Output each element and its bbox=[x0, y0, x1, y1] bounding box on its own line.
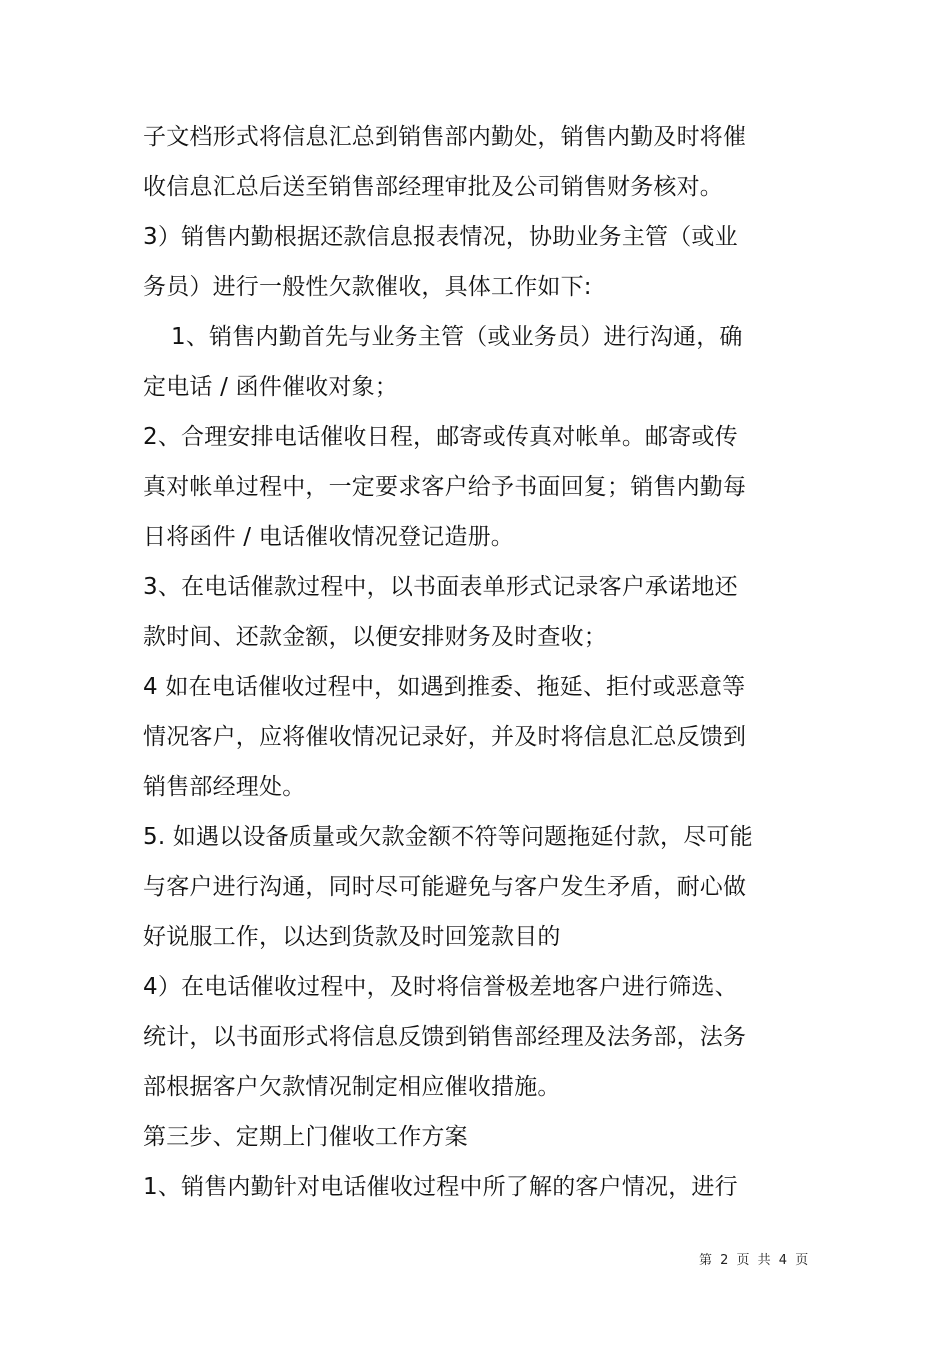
text-line: 4 如在电话催收过程中，如遇到推委、拖延、拒付或恶意等 bbox=[143, 674, 746, 700]
text-line: 定电话 / 函件催收对象； bbox=[143, 374, 398, 400]
text-line: 3）销售内勤根据还款信息报表情况，协助业务主管（或业 bbox=[143, 224, 738, 250]
text-line: 务员）进行一般性欠款催收，具体工作如下: bbox=[143, 274, 592, 300]
text-line: 5. 如遇以设备质量或欠款金额不符等问题拖延付款，尽可能 bbox=[143, 824, 753, 850]
text-line: 日将函件 / 电话催收情况登记造册。 bbox=[143, 524, 514, 550]
text-line: 收信息汇总后送至销售部经理审批及公司销售财务核对。 bbox=[143, 174, 723, 200]
document-body bbox=[143, 112, 753, 1212]
text-line: 3、在电话催款过程中，以书面表单形式记录客户承诺地还 bbox=[143, 574, 738, 600]
text-line: 4）在电话催收过程中，及时将信誉极差地客户进行筛选、 bbox=[143, 974, 738, 1000]
text-line: 真对帐单过程中，一定要求客户给予书面回复；销售内勤每 bbox=[143, 474, 747, 500]
section-heading: 第三步、定期上门催收工作方案 bbox=[143, 1124, 468, 1150]
page-number-footer: 第 2 页 共 4 页 bbox=[699, 1253, 809, 1268]
text-line: 款时间、还款金额，以便安排财务及时查收； bbox=[143, 624, 607, 650]
text-line: 与客户进行沟通，同时尽可能避免与客户发生矛盾，耐心做 bbox=[143, 874, 747, 900]
text-line: 2、合理安排电话催收日程，邮寄或传真对帐单。邮寄或传 bbox=[143, 424, 738, 450]
text-line: 统计，以书面形式将信息反馈到销售部经理及法务部，法务 bbox=[143, 1024, 747, 1050]
text-line: 1、销售内勤首先与业务主管（或业务员）进行沟通，确 bbox=[171, 324, 743, 350]
text-line: 情况客户，应将催收情况记录好，并及时将信息汇总反馈到 bbox=[143, 724, 747, 750]
text-line: 子文档形式将信息汇总到销售部内勤处，销售内勤及时将催 bbox=[143, 124, 747, 150]
text-line: 销售部经理处。 bbox=[143, 774, 306, 800]
text-line: 部根据客户欠款情况制定相应催收措施。 bbox=[143, 1074, 561, 1100]
text-line: 1、销售内勤针对电话催收过程中所了解的客户情况，进行 bbox=[143, 1174, 738, 1200]
text-line: 好说服工作，以达到货款及时回笼款目的 bbox=[143, 924, 561, 950]
